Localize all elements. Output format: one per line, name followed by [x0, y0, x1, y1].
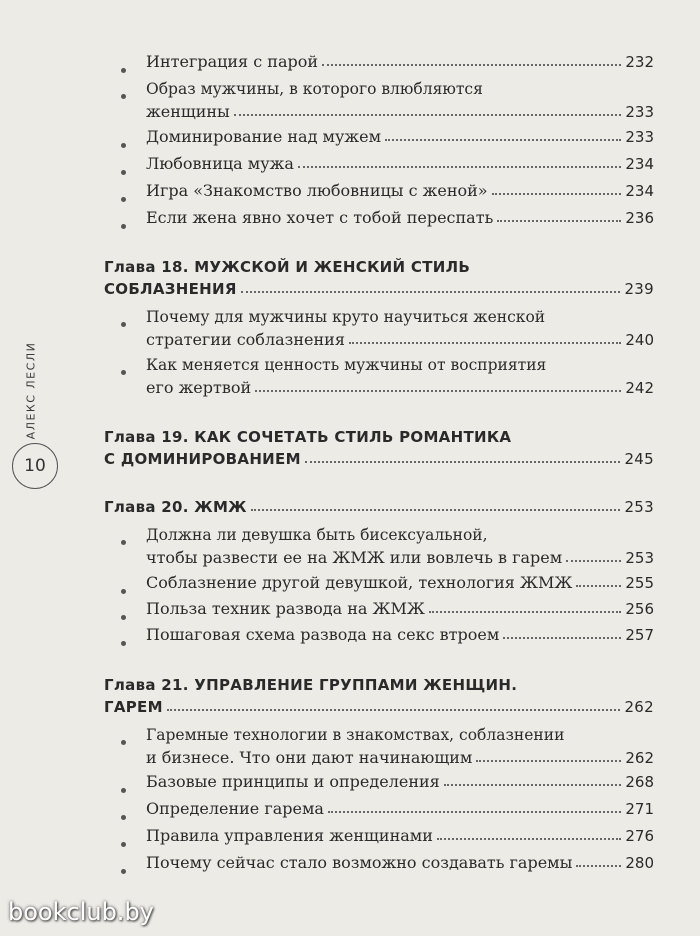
toc-entry-page: 268 — [625, 773, 654, 791]
toc-entry-page: 276 — [625, 827, 654, 845]
leader-dots — [576, 865, 621, 867]
leader-dots — [349, 342, 621, 344]
bullet-icon — [121, 170, 126, 175]
toc-entry-title: Пошаговая схема развода на секс втроем — [146, 625, 500, 644]
leader-dots — [503, 637, 621, 639]
toc-entry-title: Почему сейчас стало возможно создавать гаремы — [146, 853, 573, 872]
toc-entry[interactable] — [146, 853, 654, 872]
leader-dots — [385, 139, 621, 141]
toc-entry-page: 280 — [625, 854, 654, 872]
bullet-icon — [121, 641, 126, 646]
toc-entry-title: Соблазнение другой девушкой, технология ЖМЖ — [146, 573, 573, 592]
toc-entry[interactable] — [146, 625, 654, 644]
bullet-icon — [121, 815, 126, 820]
toc-entry[interactable] — [146, 181, 654, 200]
toc-entry-title: и бизнесе. Что они дают начинающим — [146, 748, 473, 767]
toc-entry[interactable] — [146, 127, 654, 146]
toc-entry-page: 256 — [625, 600, 654, 618]
toc-entry[interactable] — [146, 573, 654, 592]
toc-entry[interactable] — [146, 52, 654, 71]
toc-entry-title: стратегии соблазнения — [146, 330, 345, 349]
toc-entry-page: 240 — [625, 331, 654, 349]
toc-entry-title: чтобы развести ее на ЖМЖ или вовлечь в гарем — [146, 548, 563, 567]
toc-entry-title: его жертвой — [146, 378, 252, 397]
site-watermark: bookclub.by — [8, 898, 154, 926]
leader-dots — [241, 291, 621, 293]
bullet-icon — [121, 540, 126, 545]
chapter-18-entry[interactable] — [104, 280, 654, 298]
chapter-21-entry[interactable] — [104, 698, 654, 716]
toc-entry-title: Любовница мужа — [146, 154, 294, 173]
toc-entry-title: Базовые принципы и определения — [146, 772, 440, 791]
toc-entry-page: 234 — [625, 155, 654, 173]
toc-entry-page: 232 — [625, 53, 654, 71]
toc-entry-page: 262 — [625, 749, 654, 767]
toc-entry[interactable] — [146, 799, 654, 818]
chapter-21-page: 262 — [624, 698, 654, 716]
bullet-icon — [121, 370, 126, 375]
toc-entry[interactable] — [146, 748, 654, 767]
toc-entry-title: Польза техник развода на ЖМЖ — [146, 599, 425, 618]
chapter-18-title-line1[interactable]: Глава 18. МУЖСКОЙ И ЖЕНСКИЙ СТИЛЬ — [104, 258, 471, 276]
leader-dots — [298, 166, 621, 168]
leader-dots — [476, 760, 621, 762]
toc-entry[interactable] — [146, 330, 654, 349]
bullet-icon — [121, 740, 126, 745]
toc-entry-page: 242 — [625, 379, 654, 397]
toc-entry[interactable] — [146, 599, 654, 618]
leader-dots — [444, 784, 622, 786]
toc-entry-page: 257 — [625, 626, 654, 644]
toc-entry[interactable] — [146, 102, 654, 121]
leader-dots — [429, 611, 622, 613]
toc-entry-title: Доминирование над мужем — [146, 127, 382, 146]
chapter-18-title-line2: СОБЛАЗНЕНИЯ — [104, 280, 237, 298]
toc-entry-title: Правила управления женщинами — [146, 826, 433, 845]
toc-entry-title-line1: Образ мужчины, в которого влюбляются — [146, 80, 483, 98]
toc-entry-title-line1: Почему для мужчины круто научиться женской — [146, 308, 546, 326]
toc-entry[interactable] — [146, 378, 654, 397]
toc-entry[interactable] — [146, 154, 654, 173]
toc-entry-page: 271 — [625, 800, 654, 818]
leader-dots — [328, 811, 621, 813]
bullet-icon — [121, 224, 126, 229]
chapter-19-title-line2: С ДОМИНИРОВАНИЕМ — [104, 450, 301, 468]
bullet-icon — [121, 589, 126, 594]
bullet-icon — [121, 94, 126, 99]
leader-dots — [322, 64, 621, 66]
chapter-19-entry[interactable] — [104, 450, 654, 468]
toc-entry-title-line1: Как меняется ценность мужчины от восприятия — [146, 356, 547, 374]
leader-dots — [234, 114, 622, 116]
toc-entry-title: женщины — [146, 102, 230, 121]
toc-entry-page: 253 — [625, 549, 654, 567]
author-name: АЛЕКС ЛЕСЛИ — [24, 341, 38, 439]
toc-entry[interactable] — [146, 826, 654, 845]
chapter-21-title-line2: ГАРЕМ — [104, 698, 163, 716]
bullet-icon — [121, 197, 126, 202]
bullet-icon — [121, 788, 126, 793]
toc-entry[interactable] — [146, 208, 654, 227]
chapter-18-page: 239 — [624, 280, 654, 298]
toc-entry-page: 233 — [625, 128, 654, 146]
author-sidebar — [18, 330, 44, 450]
chapter-20-title: Глава 20. ЖМЖ — [104, 498, 247, 516]
toc-entry-title: Игра «Знакомство любовницы с женой» — [146, 181, 488, 200]
toc-entry-title-line1: Должна ли девушка быть бисексуальной, — [146, 526, 488, 544]
leader-dots — [492, 193, 622, 195]
bullet-icon — [121, 68, 126, 73]
toc-entry[interactable] — [146, 772, 654, 791]
leader-dots — [305, 461, 621, 463]
bullet-icon — [121, 143, 126, 148]
chapter-19-page: 245 — [624, 450, 654, 468]
toc-entry-title: Если жена явно хочет с тобой переспать — [146, 208, 494, 227]
leader-dots — [437, 838, 621, 840]
leader-dots — [167, 709, 621, 711]
chapter-19-title-line1[interactable]: Глава 19. КАК СОЧЕТАТЬ СТИЛЬ РОМАНТИКА — [104, 428, 512, 446]
toc-entry-page: 255 — [625, 574, 654, 592]
bullet-icon — [121, 869, 126, 874]
leader-dots — [566, 560, 621, 562]
page-number-circle — [12, 443, 58, 489]
leader-dots — [497, 220, 621, 222]
chapter-21-title-line1[interactable]: Глава 21. УПРАВЛЕНИЕ ГРУППАМИ ЖЕНЩИН. — [104, 676, 518, 694]
leader-dots — [255, 390, 621, 392]
leader-dots — [251, 509, 621, 511]
bullet-icon — [121, 842, 126, 847]
bullet-icon — [121, 322, 126, 327]
toc-entry-page: 236 — [625, 209, 654, 227]
chapter-20-page: 253 — [624, 498, 654, 516]
toc-entry-page: 234 — [625, 182, 654, 200]
toc-entry-page: 233 — [625, 103, 654, 121]
leader-dots — [576, 585, 621, 587]
bullet-icon — [121, 615, 126, 620]
chapter-20-entry[interactable] — [104, 498, 654, 516]
page-number: 10 — [24, 456, 46, 476]
toc-entry-title: Определение гарема — [146, 799, 324, 818]
toc-entry-title: Интеграция с парой — [146, 52, 319, 71]
toc-entry[interactable] — [146, 548, 654, 567]
toc-entry-title-line1: Гаремные технологии в знакомствах, соблазнении — [146, 726, 565, 744]
